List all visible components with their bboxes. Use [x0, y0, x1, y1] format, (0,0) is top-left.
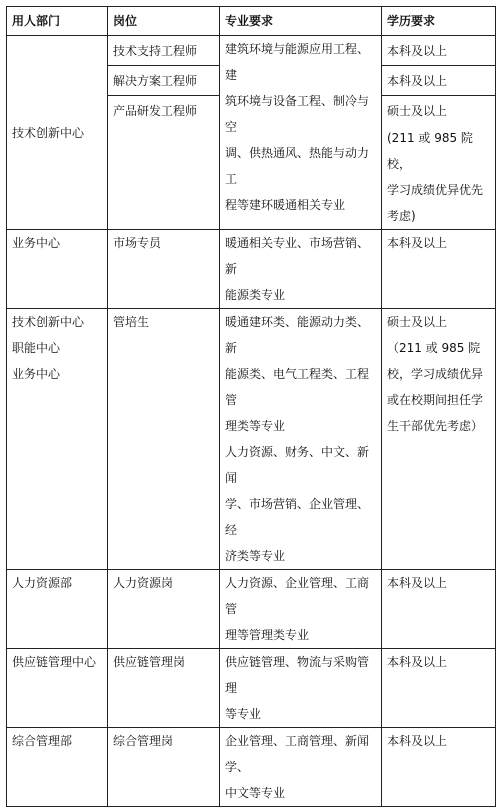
- major-line: 理等管理类专业: [225, 628, 310, 642]
- major-cell: [220, 36, 382, 230]
- education-cell: [382, 230, 496, 309]
- education-line: 考虑): [387, 209, 416, 223]
- position-cell: [108, 728, 220, 807]
- table-row: [7, 309, 496, 570]
- table-row: [7, 230, 496, 309]
- education-line: 硕士及以上: [387, 315, 448, 329]
- education-line: 本科及以上: [387, 236, 448, 250]
- dept-line: 职能中心: [12, 341, 61, 355]
- education-cell: [382, 36, 496, 230]
- major-line: 能源类、电气工程类、工程管: [225, 367, 370, 407]
- position-item: 市场专员: [113, 236, 162, 250]
- position-item: 综合管理岗: [113, 734, 174, 748]
- education-line: 或在校期间担任学: [387, 393, 484, 407]
- position-cell: [108, 230, 220, 309]
- major-cell: [220, 728, 382, 807]
- position-cell: [108, 36, 220, 230]
- education-line: 学习成绩优异优先: [387, 183, 484, 197]
- header-row: [7, 7, 496, 36]
- major-line: 人力资源、财务、中文、新闻: [225, 445, 370, 485]
- education-line: 本科及以上: [387, 655, 448, 669]
- header-dept: 用人部门: [7, 7, 108, 36]
- recruitment-table: [6, 6, 496, 807]
- dept-line: 技术创新中心: [12, 125, 85, 140]
- table-row: [7, 570, 496, 649]
- education-cell: [382, 728, 496, 807]
- dept-line: 人力资源部: [12, 576, 73, 590]
- major-line: 筑环境与设备工程、制冷与空: [225, 94, 370, 134]
- major-line: 济类等专业: [225, 549, 286, 563]
- position-cell: [108, 309, 220, 570]
- dept-line: 业务中心: [12, 236, 61, 250]
- header-major: 专业要求: [220, 7, 382, 36]
- major-line: 供应链管理、物流与采购管理: [225, 655, 370, 695]
- major-line: 等专业: [225, 707, 262, 721]
- major-line: 调、供热通风、热能与动力工: [225, 146, 370, 186]
- education-line: 硕士及以上: [387, 104, 448, 118]
- dept-line: 综合管理部: [12, 734, 73, 748]
- position-item: 解决方案工程师: [108, 66, 219, 96]
- header-position: 岗位: [108, 7, 220, 36]
- position-cell: [108, 570, 220, 649]
- dept-line: 技术创新中心: [12, 315, 85, 329]
- position-cell: [108, 649, 220, 728]
- position-item: 人力资源岗: [113, 576, 174, 590]
- major-line: 程等建环暖通相关专业: [225, 198, 346, 212]
- major-line: 暖通相关专业、市场营销、新: [225, 236, 370, 276]
- dept-cell: [7, 36, 108, 230]
- major-line: 企业管理、工商管理、新闻学、: [225, 734, 370, 774]
- education-line: 本科及以上: [387, 734, 448, 748]
- dept-cell: [7, 649, 108, 728]
- major-line: 中文等专业: [225, 786, 286, 800]
- table-row: [7, 649, 496, 728]
- dept-cell: [7, 728, 108, 807]
- header-education: 学历要求: [382, 7, 496, 36]
- major-line: 能源类专业: [225, 288, 286, 302]
- major-line: 学、市场营销、企业管理、经: [225, 497, 370, 537]
- major-cell: [220, 309, 382, 570]
- position-item: 供应链管理岗: [113, 655, 186, 669]
- major-cell: [220, 649, 382, 728]
- education-cell: [382, 570, 496, 649]
- education-line: 校，学习成绩优异: [387, 367, 484, 381]
- position-item: 管培生: [113, 315, 150, 329]
- dept-cell: [7, 570, 108, 649]
- major-line: 建筑环境与能源应用工程、建: [225, 42, 370, 82]
- education-line: 本科及以上: [387, 576, 448, 590]
- education-cell: [382, 649, 496, 728]
- major-line: 人力资源、企业管理、工商管: [225, 576, 370, 616]
- education-line: （211 或 985 院: [387, 341, 481, 355]
- major-cell: [220, 230, 382, 309]
- dept-cell: [7, 230, 108, 309]
- dept-line: 业务中心: [12, 367, 61, 381]
- education-cell: [382, 309, 496, 570]
- major-line: 理类等专业: [225, 419, 286, 433]
- position-item: 产品研发工程师: [113, 104, 198, 118]
- table-row: [7, 728, 496, 807]
- major-cell: [220, 570, 382, 649]
- education-line: 本科及以上: [382, 66, 495, 96]
- education-line: 生干部优先考虑）: [387, 419, 484, 433]
- table-row: [7, 36, 496, 230]
- position-item: 技术支持工程师: [108, 36, 219, 66]
- dept-line: 供应链管理中心: [12, 655, 97, 669]
- education-line: (211 或 985 院校，: [387, 131, 473, 171]
- dept-cell: [7, 309, 108, 570]
- education-line: 本科及以上: [382, 36, 495, 66]
- major-line: 暖通建环类、能源动力类、新: [225, 315, 370, 355]
